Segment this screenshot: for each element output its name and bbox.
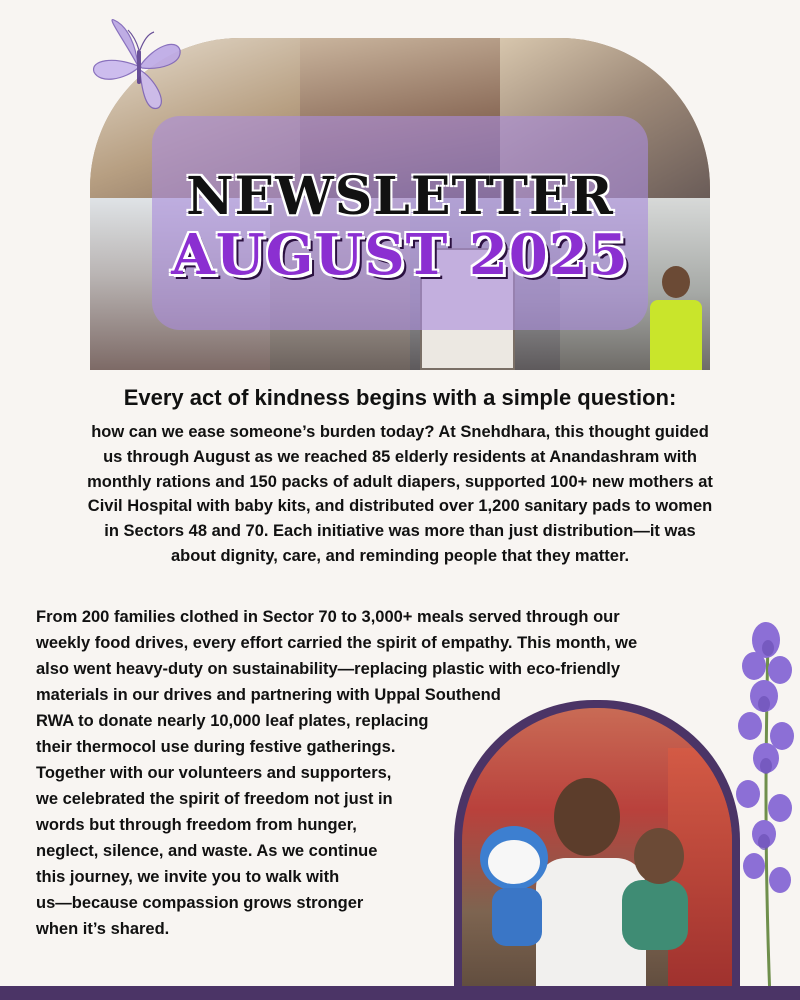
intro-line: Civil Hospital with baby kits, and distributed over 1,200 sanitary pads to women xyxy=(87,497,713,516)
intro-paragraph xyxy=(22,420,778,569)
intro-line: monthly rations and 150 packs of adult diapers, supported 100+ new mothers at xyxy=(87,472,713,491)
story-line: weekly food drives, every effort carried the spirit of empathy. This month, we xyxy=(36,634,638,652)
lavender-sprig-icon xyxy=(724,618,800,1000)
intro-line: about dignity, care, and reminding people that they matter. xyxy=(170,546,630,565)
intro-heading: Every act of kindness begins with a simple question: xyxy=(123,385,677,410)
volunteer-vest xyxy=(650,300,702,370)
story-line: their thermocol use during festive gatherings. xyxy=(36,738,396,756)
newsletter-title: NEWSLETTER xyxy=(186,166,614,227)
story-line: Together with our volunteers and supporters, xyxy=(36,764,392,782)
intro-line: us through August as we reached 85 elderly residents at Anandashram with xyxy=(103,447,697,466)
photo-toy-face xyxy=(488,840,540,884)
children-photo xyxy=(462,708,732,1000)
photo-child-head xyxy=(554,778,620,856)
bottom-bar xyxy=(0,986,800,1000)
newsletter-date: AUGUST 2025 xyxy=(171,222,629,288)
photo-baby-body xyxy=(622,880,688,950)
intro-line: in Sectors 48 and 70. Each initiative was more than just distribution—it was xyxy=(104,522,696,541)
photo-baby-head xyxy=(634,828,684,884)
story-line: neglect, silence, and waste. As we continue xyxy=(36,842,378,860)
story-line: us—because compassion grows stronger xyxy=(36,894,364,912)
story-line: materials in our drives and partnering with Uppal Southend xyxy=(36,686,501,704)
butterfly-icon xyxy=(84,10,196,122)
story-line: we celebrated the spirit of freedom not just in xyxy=(36,790,393,808)
photo-toy-body xyxy=(492,888,542,946)
story-line: this journey, we invite you to walk with xyxy=(36,868,340,886)
story-line: RWA to donate nearly 10,000 leaf plates, replacing xyxy=(36,712,429,730)
arched-photo-frame xyxy=(454,700,740,1000)
story-line: when it’s shared. xyxy=(36,920,170,938)
intro-line: how can we ease someone’s burden today? At Snehdhara, this thought guided xyxy=(91,423,709,441)
story-line: words but through freedom from hunger, xyxy=(36,816,357,834)
story-line: also went heavy-duty on sustainability—replacing plastic with eco-friendly xyxy=(36,660,621,678)
story-line: From 200 families clothed in Sector 70 to 3,000+ meals served through our xyxy=(36,608,620,626)
